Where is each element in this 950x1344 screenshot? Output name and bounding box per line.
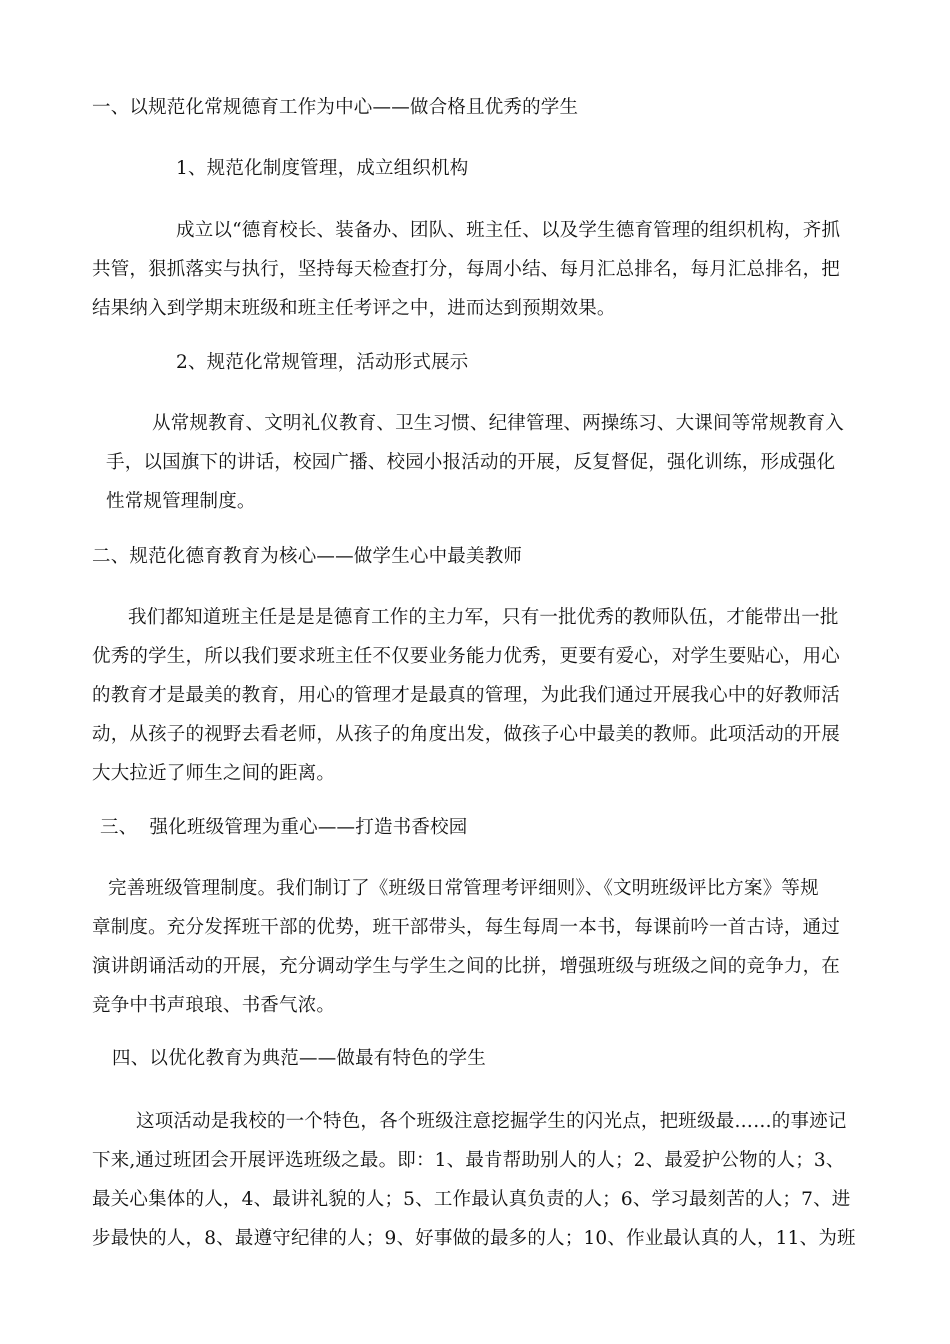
paragraph-line: 步最快的人，8、最遵守纪律的人；9、好事做的最多的人；10、作业最认真的人，11、为班 [92, 1228, 856, 1249]
section-4-body [92, 1102, 860, 1258]
section-1-sub2-heading: 2、规范化常规管理，活动形式展示 [176, 352, 469, 373]
paragraph-line: 手，以国旗下的讲话，校园广播、校园小报活动的开展，反复督促，强化训练，形成强化 [106, 452, 836, 473]
paragraph-line: 共管，狠抓落实与执行，坚持每天检查打分，每周小结、每月汇总排名，每月汇总排名，把 [92, 259, 841, 280]
paragraph-line: 动，从孩子的视野去看老师，从孩子的角度出发，做孩子心中最美的教师。此项活动的开展 [92, 724, 841, 745]
paragraph-line: 竞争中书声琅琅、书香气浓。 [92, 995, 336, 1016]
paragraph-line: 性常规管理制度。 [106, 491, 256, 512]
section-4-heading: 四、以优化教育为典范——做最有特色的学生 [112, 1048, 487, 1069]
paragraph-line: 最关心集体的人，4、最讲礼貌的人；5、工作最认真负责的人；6、学习最刻苦的人；7、进 [92, 1189, 851, 1210]
paragraph-line: 从常规教育、文明礼仪教育、卫生习惯、纪律管理、两操练习、大课间等常规教育入 [152, 413, 844, 434]
section-2-heading: 二、规范化德育教育为核心——做学生心中最美教师 [92, 546, 523, 567]
paragraph-line: 的教育才是最美的教育，用心的管理才是最真的管理，为此我们通过开展我心中的好教师活 [92, 685, 841, 706]
paragraph-line: 完善班级管理制度。我们制订了《班级日常管理考评细则》、《文明班级评比方案》等规 [108, 878, 819, 899]
section-2-body [92, 598, 860, 793]
paragraph-line: 成立以“德育校长、装备办、团队、班主任、以及学生德育管理的组织机构，齐抓 [176, 220, 841, 241]
paragraph-line: 这项活动是我校的一个特色，各个班级注意挖掘学生的闪光点，把班级最……的事迹记 [136, 1111, 847, 1132]
section-3-body [92, 869, 860, 1025]
paragraph-line: 大大拉近了师生之间的距离。 [92, 763, 336, 784]
paragraph-line: 我们都知道班主任是是是德育工作的主力军，只有一批优秀的教师队伍，才能带出一批 [128, 607, 839, 628]
section-3-heading: 三、 强化班级管理为重心——打造书香校园 [100, 817, 468, 838]
paragraph-line: 下来,通过班团会开展评选班级之最。即：1、最肯帮助别人的人；2、最爱护公物的人；3、 [92, 1150, 845, 1171]
paragraph-line: 结果纳入到学期末班级和班主任考评之中，进而达到预期效果。 [92, 298, 616, 319]
paragraph-line: 演讲朗诵活动的开展，充分调动学生与学生之间的比拼，增强班级与班级之间的竞争力，在 [92, 956, 841, 977]
paragraph-line: 优秀的学生，所以我们要求班主任不仅要业务能力优秀，更要有爱心，对学生要贴心，用心 [92, 646, 841, 667]
paragraph-line: 章制度。充分发挥班干部的优势，班干部带头，每生每周一本书，每课前吟一首古诗，通过 [92, 917, 841, 938]
section-1-heading: 一、以规范化常规德育工作为中心——做合格且优秀的学生 [92, 97, 579, 118]
section-1-sub2-body [106, 404, 866, 521]
section-1-sub1-heading: 1、规范化制度管理，成立组织机构 [176, 158, 469, 179]
section-1-sub1-body [92, 211, 860, 328]
